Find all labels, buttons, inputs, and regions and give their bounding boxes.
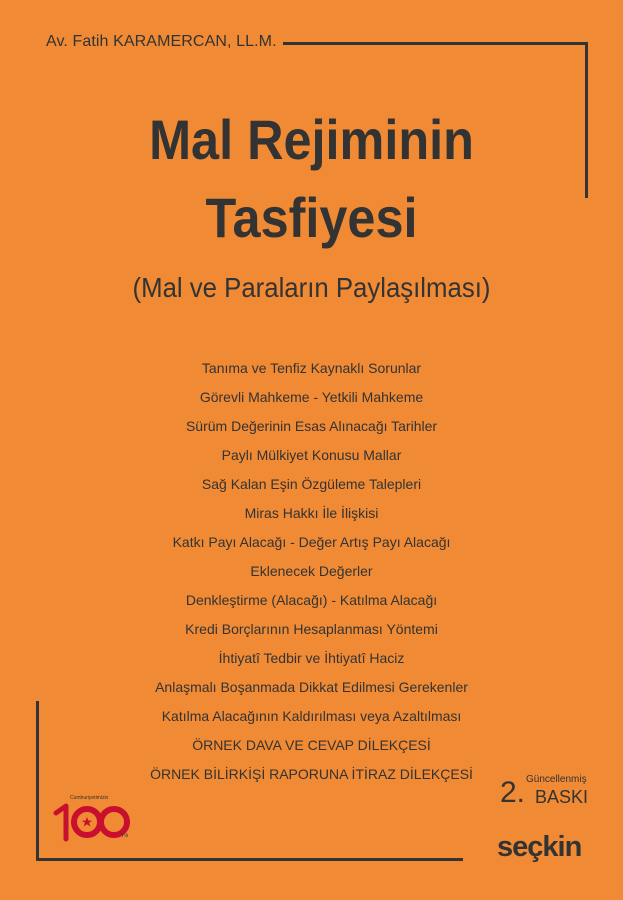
book-title-line2: Tasfiyesi bbox=[205, 186, 418, 249]
author-name: Av. Fatih KARAMERCAN, LL.M. bbox=[46, 33, 277, 50]
book-title-line1: Mal Rejiminin bbox=[149, 108, 474, 171]
centenary-100-icon bbox=[52, 795, 132, 847]
centenary-bottom-text: Yılı bbox=[121, 833, 129, 839]
edition-updated-label: Güncellenmiş bbox=[526, 774, 587, 785]
topic-item: Sağ Kalan Eşin Özgüleme Talepleri bbox=[201, 476, 422, 492]
centenary-logo bbox=[52, 795, 132, 847]
top-rule bbox=[283, 42, 588, 45]
edition-label: BASKI bbox=[535, 787, 589, 807]
topic-item: ÖRNEK DAVA VE CEVAP DİLEKÇESİ bbox=[192, 737, 431, 753]
topic-item: Anlaşmalı Boşanmada Dikkat Edilmesi Gerekenler bbox=[155, 679, 468, 695]
topic-item: ÖRNEK BİLİRKİŞİ RAPORUNA İTİRAZ DİLEKÇESİ bbox=[150, 766, 473, 782]
topic-item: Paylı Mülkiyet Konusu Mallar bbox=[221, 447, 402, 463]
topic-item: Sürüm Değerinin Esas Alınacağı Tarihler bbox=[185, 418, 438, 434]
topic-list bbox=[0, 358, 623, 793]
edition-number: 2. bbox=[500, 776, 526, 809]
centenary-top-text: Cumhuriyetimizin bbox=[70, 795, 109, 801]
topic-item: Denkleştirme (Alacağı) - Katılma Alacağı bbox=[185, 592, 438, 608]
book-subtitle: (Mal ve Paraların Paylaşılması) bbox=[132, 272, 491, 303]
topic-item: İhtiyatî Tedbir ve İhtiyatî Haciz bbox=[218, 650, 405, 666]
topic-item: Katkı Payı Alacağı - Değer Artış Payı Alacağı bbox=[172, 534, 451, 550]
topic-item: Görevli Mahkeme - Yetkili Mahkeme bbox=[199, 389, 424, 405]
topic-item: Kredi Borçlarının Hesaplanması Yöntemi bbox=[185, 621, 438, 637]
publisher-logo: seçkin bbox=[497, 831, 582, 863]
topic-item: Eklenecek Değerler bbox=[250, 563, 373, 579]
bottom-rule bbox=[36, 858, 463, 861]
topic-item: Katılma Alacağının Kaldırılması veya Azaltılması bbox=[161, 708, 462, 724]
topic-item: Tanıma ve Tenfiz Kaynaklı Sorunlar bbox=[201, 360, 422, 376]
topic-item: Miras Hakkı İle İlişkisi bbox=[244, 505, 379, 521]
